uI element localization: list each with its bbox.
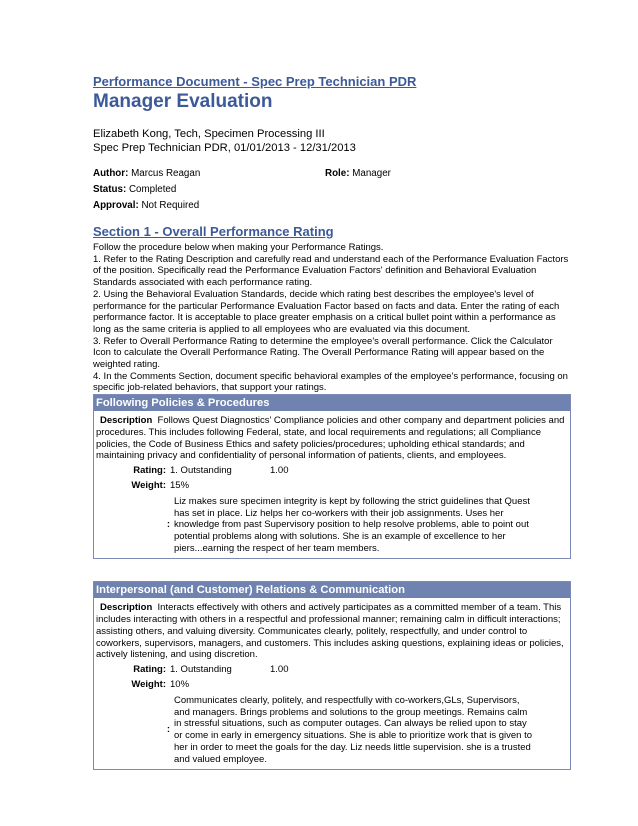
approval-row xyxy=(93,198,571,214)
comment-text: Communicates clearly, politely, and respectfully with co-workers,GLs, Supervisors, and managers. Brings problems and solutions to the group meetings. Remains calm in stressful situations, such as computer outages. Can always be relied upon to stay or come in early in emergency situations. She is able to prioritize work that is given to her in order to meet the goals for the day. Liz needs little supervision. she is a trusted and valued employee. xyxy=(174,694,532,765)
factor-description xyxy=(96,602,568,661)
factor-body xyxy=(94,598,570,769)
employee-block xyxy=(93,127,571,155)
factor-body xyxy=(94,411,570,558)
factor-header: Interpersonal (and Customer) Relations & Communication xyxy=(94,582,570,598)
rating-row xyxy=(96,464,568,477)
factor-header: Following Policies & Procedures xyxy=(94,395,570,411)
rating-value: 1. Outstanding xyxy=(170,464,232,476)
weight-row xyxy=(96,479,568,492)
section-1-instructions xyxy=(93,242,571,394)
weight-label: Weight: xyxy=(131,479,166,491)
weight-value: 10% xyxy=(170,678,190,690)
role-row xyxy=(325,166,391,182)
rating-label: Rating: xyxy=(133,464,166,476)
factor-description xyxy=(96,415,568,462)
author-label: Author: xyxy=(93,168,129,179)
comment-row xyxy=(96,496,568,555)
section-1-title: Section 1 - Overall Performance Rating xyxy=(93,224,334,239)
role-label: Role: xyxy=(325,168,350,179)
comment-text: Liz makes sure specimen integrity is kept by following the strict guidelines that Quest has set in place. Liz helps her co-workers with their job assignments. Uses her knowledge from past Supervisory position to help resolve problems, able to point out potential problems along with solutions. She is an example of excellence to her piers...earning the respect of her team members. xyxy=(174,495,530,554)
period-line: Spec Prep Technician PDR, 01/01/2013 - 12/31/2013 xyxy=(93,142,356,154)
weight-label: Weight: xyxy=(131,678,166,690)
approval-label: Approval: xyxy=(93,200,139,211)
rating-value: 1. Outstanding xyxy=(170,663,232,675)
approval-value: Not Required xyxy=(141,200,200,211)
instruction-line: 2. Using the Behavioral Evaluation Standards, decide which rating best describes the employee's level of performance for the particular Performance Evaluation Factor based on facts and data. Enter the rating of each performance factor. It is acceptable to place greater emphasis on a critical bullet point within a performance as long as the same criteria is applied to all employees who are evaluated via this document. xyxy=(93,288,560,335)
description-label: Description xyxy=(100,415,153,427)
rating-label: Rating: xyxy=(133,663,166,675)
factor-policies-procedures xyxy=(93,394,571,559)
comment-label: : xyxy=(166,519,170,531)
factor-interpersonal-communication xyxy=(93,581,571,770)
description-text: Follows Quest Diagnostics' Compliance policies and other company and department policies and procedures. This includes following Federal, state, and local requirements and regulations; all Compliance policies, the Code of Business Ethics and safety policies/procedures; upholding ethical standards; and maintaining privacy and confidentiality of personal information of patients, clients, and employees. xyxy=(96,415,565,462)
weight-value: 15% xyxy=(170,479,190,491)
status-label: Status: xyxy=(93,184,127,195)
weight-row xyxy=(96,678,568,691)
rating-row xyxy=(96,663,568,676)
rating-score: 1.00 xyxy=(270,663,289,675)
instruction-line: 4. In the Comments Section, document specific behavioral examples of the employee's performance, focusing on specific job-related behaviors, that support your ratings. xyxy=(93,370,568,394)
description-label: Description xyxy=(100,602,153,614)
instruction-line: 3. Refer to Overall Performance Rating to determine the employee's overall performance. Click the Calculator Icon to calculate the Overall Performance Rating. The Overall Performance Rating will appear based on the weighted rating. xyxy=(93,335,553,371)
employee-line: Elizabeth Kong, Tech, Specimen Processing III xyxy=(93,128,325,140)
rating-score: 1.00 xyxy=(270,464,289,476)
instruction-line: 1. Refer to the Rating Description and carefully read and understand each of the Performance Evaluation Factors of the position. Specifically read the Performance Evaluation Factors' definition and Behavioral Evaluation Standards associated with each performance rating. xyxy=(93,253,569,289)
document-subtitle: Performance Document - Spec Prep Technician PDR xyxy=(93,74,417,89)
status-value: Completed xyxy=(128,184,177,195)
document-title: Manager Evaluation xyxy=(93,91,273,112)
author-value: Marcus Reagan xyxy=(131,168,201,179)
comment-row xyxy=(96,695,568,765)
description-text: Interacts effectively with others and actively participates as a committed member of a team. This includes interacting with others in a respectful and professional manner; remaining calm in difficult interactions; assisting others, and valuing diversity. Communicates clearly, politely, respectfully, and under control to coworkers, supervisors, managers, and customers. This includes asking questions, explaining ideas or policies, actively listening, and using discretion. xyxy=(96,602,564,661)
document-page xyxy=(93,74,571,770)
instruction-line: Follow the procedure below when making your Performance Ratings. xyxy=(93,242,384,253)
comment-label: : xyxy=(166,724,170,736)
document-meta xyxy=(93,166,571,214)
role-value: Manager xyxy=(352,168,391,179)
status-row xyxy=(93,182,571,198)
